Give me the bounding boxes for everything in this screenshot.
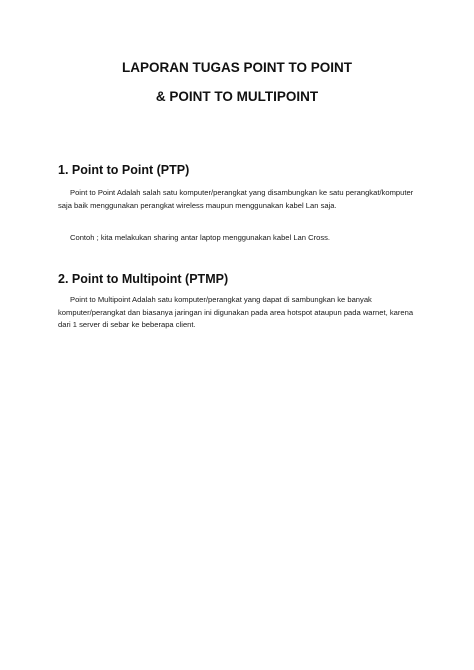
paragraph-ptp-definition: Point to Point Adalah salah satu komputer/perangkat yang disambungkan ke satu perangkat/komputer saja baik menggunakan perangkat wireless maupun menggunakan kabel Lan saja. bbox=[58, 188, 414, 210]
section-heading-ptp: 1. Point to Point (PTP) bbox=[58, 163, 190, 177]
title-line-1: LAPORAN TUGAS POINT TO POINT bbox=[121, 60, 352, 75]
paragraph-ptmp-definition: Point to Multipoint Adalah satu komputer/perangkat yang dapat di sambungkan ke banyak komputer/perangkat dan biasanya jaringan ini digunakan pada area hotspot ataupun pada warnet, karena dari 1 server di sebar ke beberapa client. bbox=[58, 295, 414, 330]
title-line-2: & POINT TO MULTIPOINT bbox=[155, 89, 319, 104]
section-heading-ptmp: 2. Point to Multipoint (PTMP) bbox=[58, 272, 229, 286]
paragraph-ptp-example: Contoh ; kita melakukan sharing antar laptop menggunakan kabel Lan Cross. bbox=[70, 233, 331, 242]
